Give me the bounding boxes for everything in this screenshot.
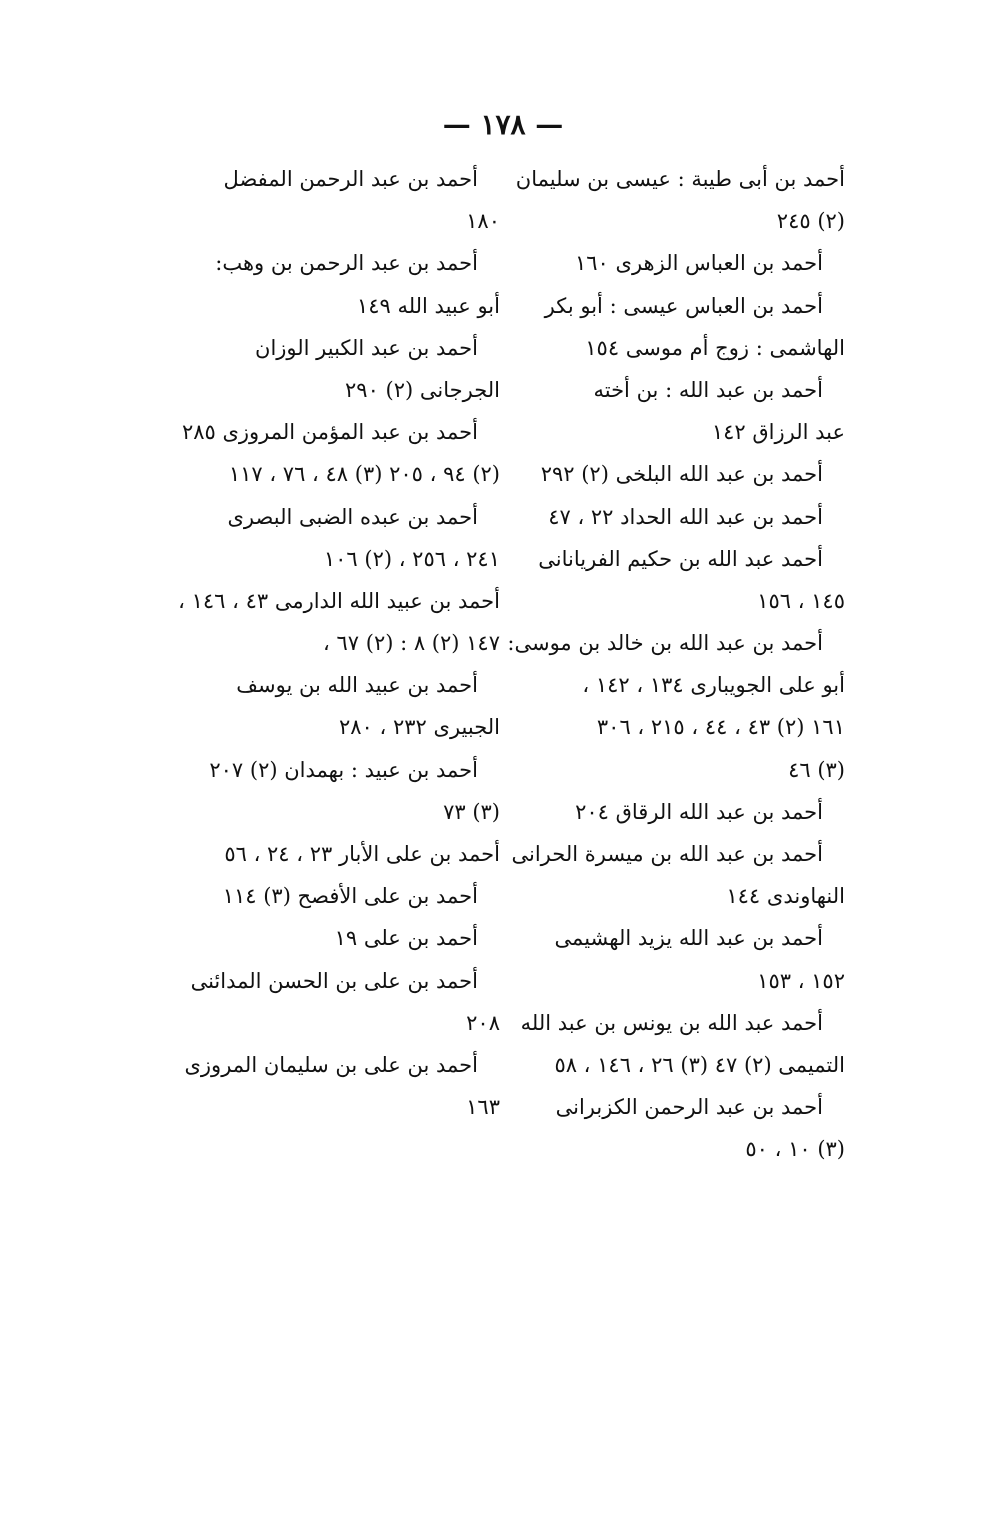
index-line: أحمد عبد الله بن يونس بن عبد الله: [520, 1010, 823, 1035]
index-line: الهاشمى : زوج أم موسى ١٥٤: [585, 335, 845, 360]
index-line: الجبيرى ٢٣٢ ، ٢٨٠: [339, 715, 500, 740]
index-line: أحمد بن العباس الزهرى ١٦٠: [574, 251, 823, 276]
index-line: أحمد بن عبد الله الحداد ٢٢ ، ٤٧: [548, 504, 823, 529]
index-line: أحمد بن على بن سليمان المروزى: [184, 1052, 478, 1077]
index-line: أحمد بن العباس عيسى : أبو بكر: [544, 293, 823, 318]
index-line: أحمد بن عبد الله بن خالد بن موسى:: [507, 631, 823, 656]
index-line: (٣) ١٠ ، ٥٠: [745, 1137, 845, 1162]
index-line: التميمى (٢) ٤٧ (٣) ٢٦ ، ١٤٦ ، ٥٨: [554, 1052, 845, 1077]
index-line: أحمد عبد الله بن حكيم الفريانانى: [538, 546, 823, 571]
index-line: ١٨٠: [466, 209, 500, 234]
index-line: (٢) ٩٤ ، ٢٠٥ (٣) ٤٨ ، ٧٦ ، ١١٧: [228, 462, 500, 487]
index-line: أحمد بن عبد الكبير الوزان: [255, 335, 478, 360]
index-line: ٢٠٨: [466, 1010, 500, 1035]
page-number: — ١٧٨ —: [442, 108, 564, 141]
index-line: (٣) ٤٦: [788, 757, 845, 782]
index-line: أحمد بن عبد الرحمن بن وهب:: [215, 251, 478, 276]
index-line: ١٦٣: [466, 1095, 500, 1120]
index-line: أحمد بن عبد الله البلخى (٢) ٢٩٢: [540, 462, 823, 487]
index-line: ٢٤١ ، ٢٥٦ ، (٢) ١٠٦: [323, 546, 500, 571]
index-line: أحمد بن عبد المؤمن المروزى ٢٨٥: [181, 420, 478, 445]
index-line: أحمد بن على ١٩: [334, 926, 478, 951]
index-line: أحمد بن عبد الله بن ميسرة الحرانى: [511, 842, 823, 866]
index-line: أحمد بن عبده الضبى البصرى: [227, 504, 478, 529]
index-line: ١٤٥ ، ١٥٦: [757, 588, 845, 613]
index-line: أحمد بن عبد الله يزيد الهشيمى: [554, 926, 823, 951]
index-line: (٢) ٢٤٥: [776, 209, 845, 234]
index-line: أحمد بن عبيد : بهمدان (٢) ٢٠٧: [209, 757, 478, 782]
index-line: النهاوندى ١٤٤: [726, 884, 845, 909]
index-line: الجرجانى (٢) ٢٩٠: [345, 377, 500, 402]
index-line: ١٦١ (٢) ٤٣ ، ٤٤ ، ٢١٥ ، ٣٠٦: [596, 715, 845, 740]
index-line: أحمد بن على الأفصح (٣) ١١٤: [222, 884, 478, 909]
index-line: ١٥٢ ، ١٥٣: [757, 968, 845, 993]
index-line: أحمد بن عبد الرحمن الكزبرانى: [555, 1095, 823, 1120]
left-column: [178, 158, 500, 1128]
index-line: أحمد بن عبيد الله الدارمى ٤٣ ، ١٤٦ ،: [178, 588, 500, 613]
index-line: أحمد بن عبيد الله بن يوسف: [236, 673, 478, 698]
index-line: (٣) ٧٣: [443, 799, 500, 824]
right-column: [507, 158, 845, 1171]
index-line: عبد الرزاق ١٤٢: [711, 420, 845, 445]
index-line: ١٤٧ (٢) ٨ : (٢) ٦٧ ،: [323, 631, 500, 656]
index-line: أحمد بن على الأبار ٢٣ ، ٢٤ ، ٥٦: [224, 842, 500, 866]
index-line: أحمد بن على بن الحسن المدائنى: [190, 968, 478, 993]
index-line: أحمد بن عبد الرحمن المفضل: [223, 167, 478, 191]
index-line: أحمد بن عبد الله : بن أخته: [593, 377, 823, 402]
index-line: أحمد بن عبد الله الرقاق ٢٠٤: [575, 799, 823, 824]
index-line: أبو عبيد الله ١٤٩: [356, 293, 500, 318]
index-line: أحمد بن أبى طيبة : عيسى بن سليمان: [515, 167, 845, 191]
index-line: أبو على الجويبارى ١٣٤ ، ١٤٢ ،: [582, 673, 845, 698]
